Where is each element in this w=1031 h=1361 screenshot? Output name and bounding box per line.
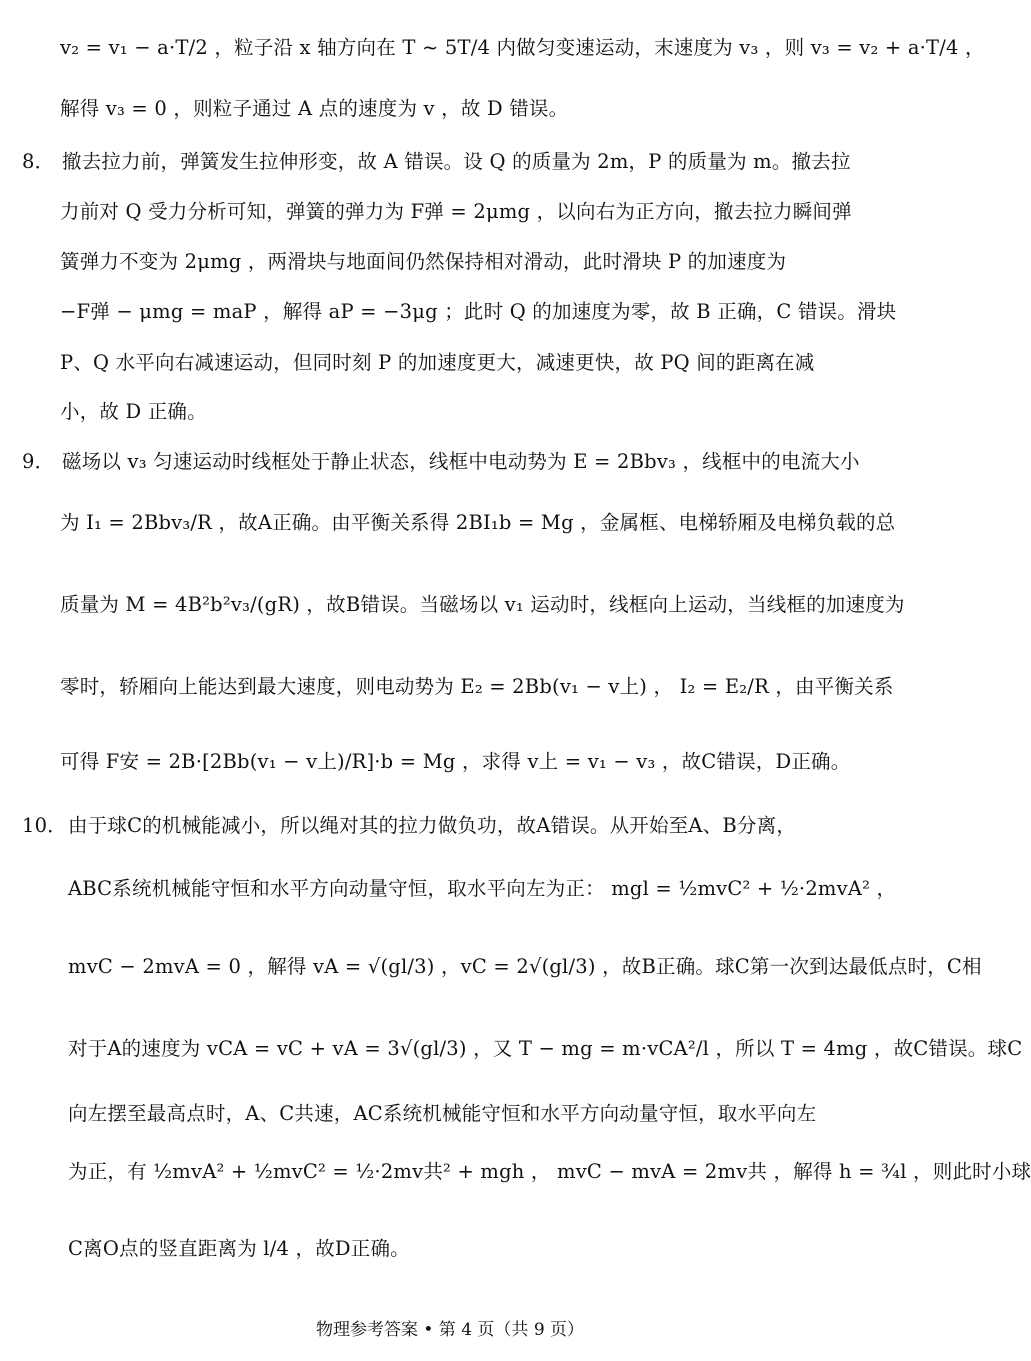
item8-number: 8． xyxy=(22,150,55,173)
item10-number: 10． xyxy=(22,814,67,837)
item8-line-1 xyxy=(0,148,922,176)
item9-line-4: 零时，轿厢向上能达到最大速度，则电动势为 E₂ = 2Bb(v₁ − v上) ， I₂ = E₂/R ，由平衡关系 xyxy=(60,675,894,698)
item10-line-1 xyxy=(0,812,922,840)
item10-line-4: 对于A的速度为 vCA = vC + vA = 3√(gl/3) ，又 T − mg = m·vCA²/l ，所以 T = 4mg ，故C错误。球C xyxy=(68,1037,1023,1060)
item9-line-5: 可得 F安 = 2B·[2Bb(v₁ − v上)/R]·b = Mg ，求得 v上 = v₁ − v₃ ，故C错误，D正确。 xyxy=(60,750,851,773)
item10-line-5: 向左摆至最高点时，A、C共速，AC系统机械能守恒和水平方向动量守恒，取水平向左 xyxy=(68,1102,817,1125)
item7-line-1: v₂ = v₁ − a·T/2 ，粒子沿 x 轴方向在 T ~ 5T/4 内做匀变速运动，末速度为 v₃ ，则 v₃ = v₂ + a·T/4 ， xyxy=(60,36,985,59)
item8-line-6: 小，故 D 正确。 xyxy=(60,400,207,423)
item8-line-4: −F弹 − μmg = maP ，解得 aP = −3μg ；此时 Q 的加速度为零，故 B 正确，C 错误。滑块 xyxy=(60,300,897,323)
item9-line-1 xyxy=(0,448,922,476)
item9-line-2: 为 I₁ = 2Bbv₃/R ，故A正确。由平衡关系得 2BI₁b = Mg ，金属框、电梯轿厢及电梯负载的总 xyxy=(60,511,896,534)
item7-line-2: 解得 v₃ = 0 ，则粒子通过 A 点的速度为 v ，故 D 错误。 xyxy=(60,97,569,120)
item10-line-7: C离O点的竖直距离为 l/4 ，故D正确。 xyxy=(68,1237,410,1260)
item10-line-6: 为正，有 ½mvA² + ½mvC² = ½·2mv共² + mgh ， mvC − mvA = 2mv共 ，解得 h = ¾l ，则此时小球 xyxy=(68,1160,1031,1183)
item8-text-1: 撤去拉力前，弹簧发生拉伸形变，故 A 错误。设 Q 的质量为 2m，P 的质量为 m。撤去拉 xyxy=(62,150,851,173)
page-footer: 物理参考答案 • 第 4 页（共 9 页） xyxy=(315,1320,585,1340)
item8-line-5: P、Q 水平向右减速运动，但同时刻 P 的加速度更大，减速更快，故 PQ 间的距离在减 xyxy=(60,351,815,374)
item10-line-2: ABC系统机械能守恒和水平方向动量守恒，取水平向左为正： mgl = ½mvC² + ½·2mvA² ， xyxy=(68,877,897,900)
item8-line-3: 簧弹力不变为 2μmg ，两滑块与地面间仍然保持相对滑动，此时滑块 P 的加速度为 xyxy=(60,250,787,273)
item10-line-3: mvC − 2mvA = 0 ，解得 vA = √(gl/3) ，vC = 2√(gl/3) ，故B正确。球C第一次到达最低点时，C相 xyxy=(68,955,982,978)
item9-line-3: 质量为 M = 4B²b²v₃/(gR) ，故B错误。当磁场以 v₁ 运动时，线框向上运动，当线框的加速度为 xyxy=(60,593,905,616)
item10-text-1: 由于球C的机械能减小，所以绳对其的拉力做负功，故A错误。从开始至A、B分离， xyxy=(68,814,797,837)
item9-number: 9． xyxy=(22,450,55,473)
item8-line-2: 力前对 Q 受力分析可知，弹簧的弹力为 F弹 = 2μmg ，以向右为正方向，撤去拉力瞬间弹 xyxy=(60,200,852,223)
item9-text-1: 磁场以 v₃ 匀速运动时线框处于静止状态，线框中电动势为 E = 2Bbv₃ ，线框中的电流大小 xyxy=(62,450,860,473)
